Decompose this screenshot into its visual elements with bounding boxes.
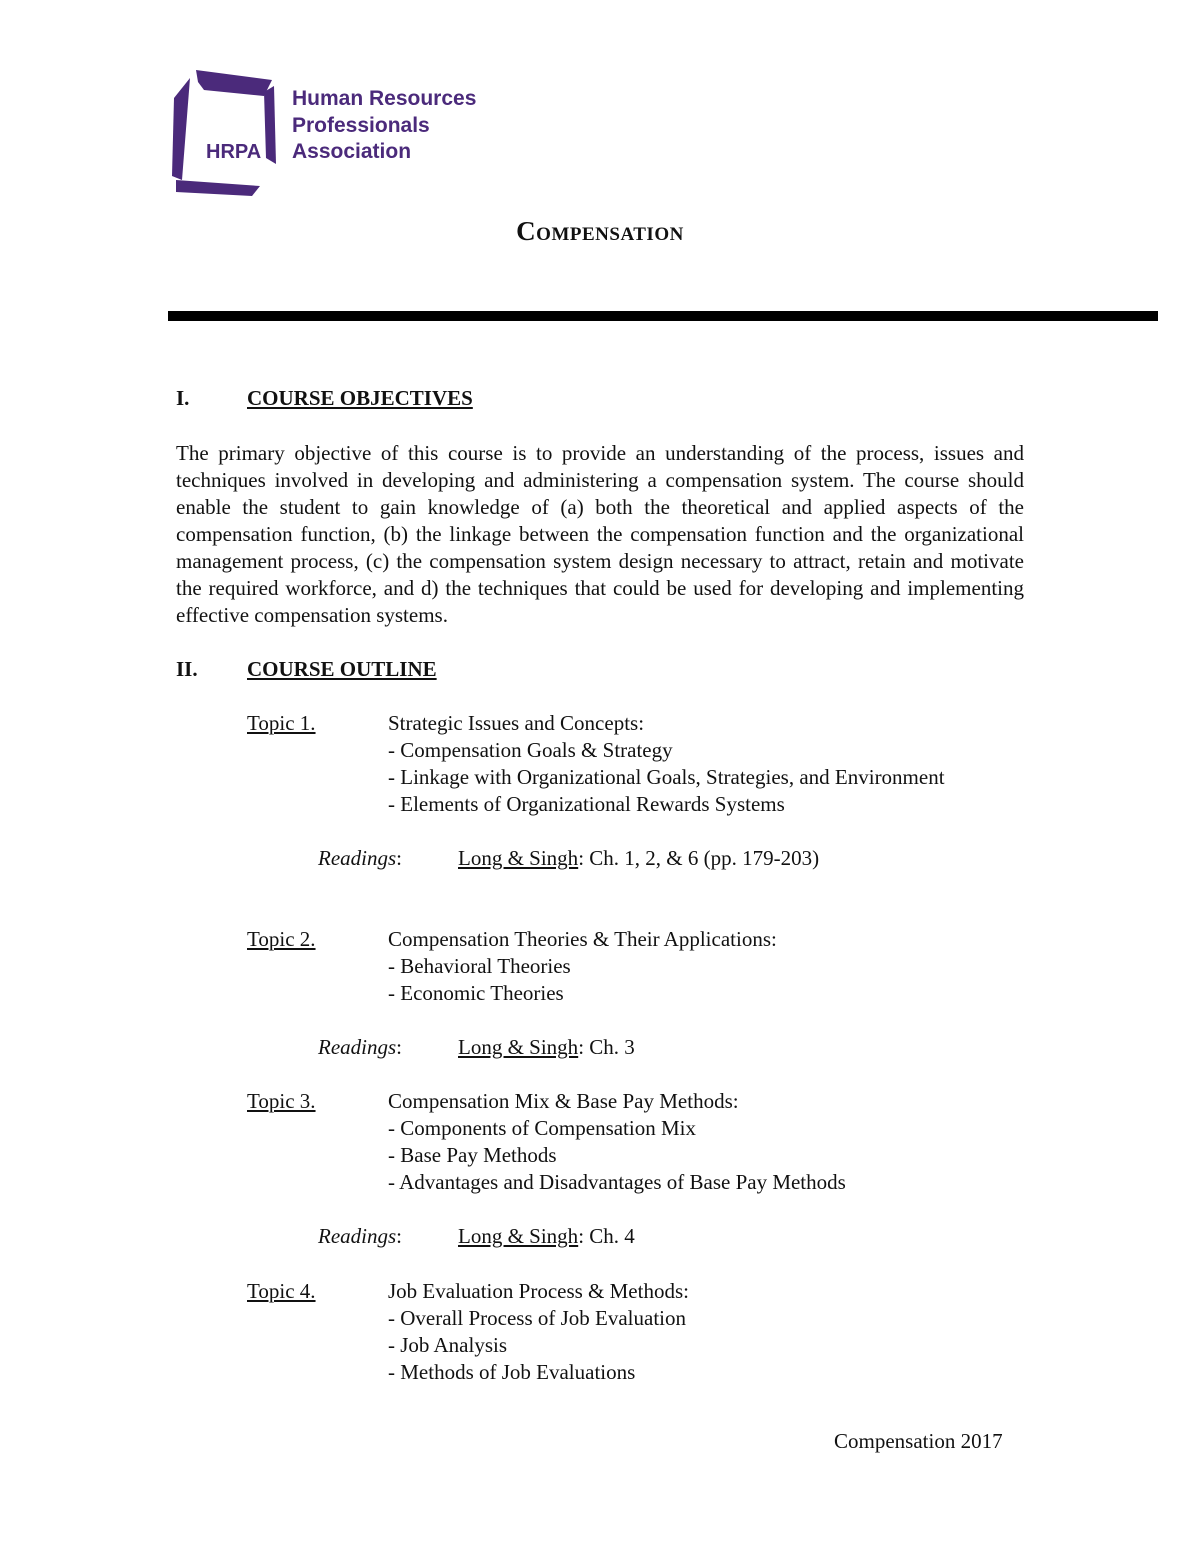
topic-item: - Elements of Organizational Rewards Systems <box>388 792 785 816</box>
readings-author: Long & Singh <box>458 1224 579 1248</box>
section-title: COURSE OUTLINE <box>247 657 437 681</box>
topic-item: - Base Pay Methods <box>388 1143 557 1167</box>
title-divider <box>168 311 1158 321</box>
topic-title: Compensation Theories & Their Applications: <box>388 927 777 951</box>
topic-body <box>388 710 945 818</box>
readings-detail: : Ch. 4 <box>578 1224 635 1248</box>
topic-item: - Overall Process of Job Evaluation <box>388 1306 687 1330</box>
readings-line: Readings: Long & Singh: Ch. 1, 2, & 6 (pp. 179-203) <box>318 846 820 870</box>
readings-reference <box>458 1035 635 1060</box>
topic-label: Topic 1. <box>247 711 316 735</box>
page-footer: Compensation 2017 <box>834 1429 1003 1453</box>
topic-item: - Economic Theories <box>388 981 564 1005</box>
objectives-paragraph: The primary objective of this course is to provide an understanding of the process, issues and techniques involved in developing and administering a compensation system. The course should enable the student to gain knowledge of (a) both the theoretical and applied aspects of the compensation function, (b) the linkage between the compensation function and the organizational management process, (c) the compensation system design necessary to attract, retain and motivate the required workforce, and d) the techniques that could be used for developing and implementing effective compensation systems. <box>176 441 1024 627</box>
readings-reference <box>458 1224 635 1249</box>
readings-label: Readings <box>318 846 397 870</box>
section-heading-outline <box>176 657 437 682</box>
readings-detail: : Ch. 1, 2, & 6 (pp. 179-203) <box>578 846 820 870</box>
readings-label: Readings <box>318 1224 397 1248</box>
topic-body <box>388 926 777 1007</box>
topic-body <box>388 1088 846 1196</box>
logo-line: Human Resources <box>292 87 477 110</box>
section-title: COURSE OBJECTIVES <box>247 386 473 410</box>
readings-label: Readings <box>318 1035 397 1059</box>
topic-title: Strategic Issues and Concepts: <box>388 711 645 735</box>
readings-detail: : Ch. 3 <box>578 1035 635 1059</box>
readings-line: Readings: Long & Singh: Ch. 4 <box>318 1224 635 1248</box>
topic-item: - Components of Compensation Mix <box>388 1116 696 1140</box>
logo-line: Professionals <box>292 113 430 137</box>
topic-label: Topic 4. <box>247 1279 316 1303</box>
readings-author: Long & Singh <box>458 1035 579 1059</box>
document-title: Compensation <box>516 216 684 246</box>
hrpa-logo-mark <box>168 68 288 198</box>
hrpa-logo <box>168 68 477 198</box>
section-heading-objectives <box>176 386 473 411</box>
topic-item: - Methods of Job Evaluations <box>388 1360 636 1384</box>
topic-item: - Compensation Goals & Strategy <box>388 738 673 762</box>
readings-line: Readings: Long & Singh: Ch. 3 <box>318 1035 635 1059</box>
topic-label: Topic 3. <box>247 1089 316 1113</box>
topic-label: Topic 2. <box>247 927 316 951</box>
topic-item: - Behavioral Theories <box>388 954 571 978</box>
section-number: I. <box>176 386 190 410</box>
logo-abbreviation: HRPA <box>206 141 262 163</box>
readings-author: Long & Singh <box>458 846 579 870</box>
topic-body <box>388 1278 689 1386</box>
topic-title: Job Evaluation Process & Methods: <box>388 1279 689 1303</box>
logo-line: Association <box>292 140 412 163</box>
logo-wordmark <box>292 86 476 166</box>
topic-title: Compensation Mix & Base Pay Methods: <box>388 1089 739 1113</box>
readings-reference <box>458 846 819 871</box>
topic-item: - Linkage with Organizational Goals, Strategies, and Environment <box>388 765 945 789</box>
topic-item: - Advantages and Disadvantages of Base Pay Methods <box>388 1170 846 1194</box>
topic-item: - Job Analysis <box>388 1333 508 1357</box>
section-number: II. <box>176 657 198 681</box>
